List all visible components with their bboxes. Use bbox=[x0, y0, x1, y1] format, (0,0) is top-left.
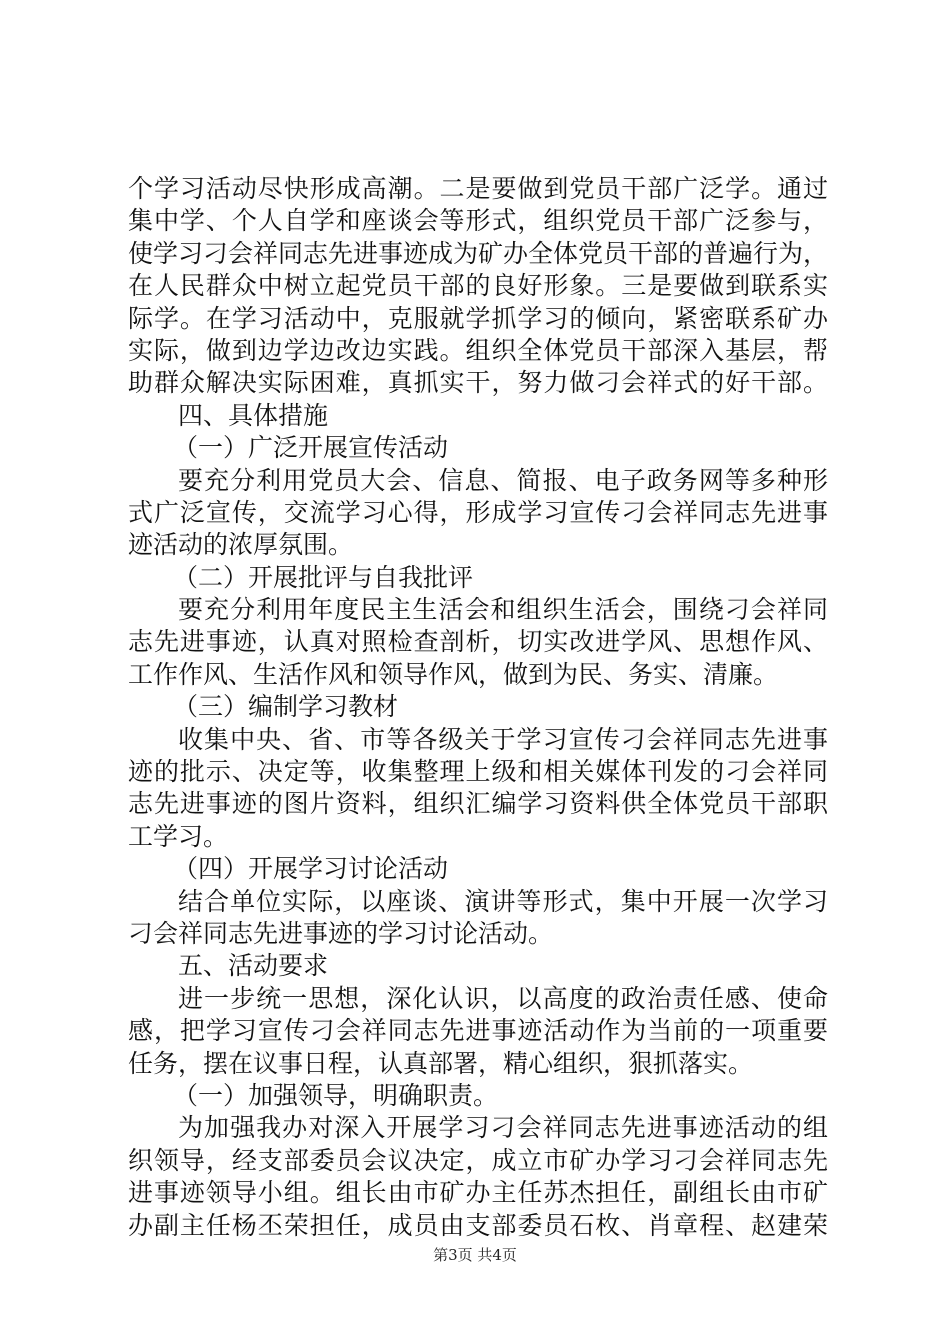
paragraph-line: 任务，摆在议事日程，认真部署，精心组织，狠抓落实。 bbox=[128, 1048, 754, 1078]
paragraph-line: 要充分利用党员大会、信息、简报、电子政务网等多种形 bbox=[178, 465, 828, 495]
paragraph-line: 为加强我办对深入开展学习刁会祥同志先进事迹活动的组 bbox=[178, 1113, 828, 1143]
paragraph-line: 际学。在学习活动中，克服就学抓学习的倾向，紧密联系矿办 bbox=[128, 303, 828, 333]
paragraph-line: 收集中央、省、市等各级关于学习宣传刁会祥同志先进事 bbox=[178, 724, 828, 754]
paragraph-line: 集中学、个人自学和座谈会等形式，组织党员干部广泛参与， bbox=[128, 206, 828, 236]
section-heading: 五、活动要求 bbox=[178, 951, 329, 981]
paragraph-line: 进一步统一思想，深化认识，以高度的政治责任感、使命 bbox=[178, 983, 828, 1013]
document-body bbox=[128, 173, 828, 1242]
paragraph-line: 进事迹领导小组。组长由市矿办主任苏杰担任，副组长由市矿 bbox=[128, 1178, 828, 1208]
paragraph-line: 志先进事迹，认真对照检查剖析，切实改进学风、思想作风、 bbox=[128, 627, 828, 657]
paragraph-line: 刁会祥同志先进事迹的学习讨论活动。 bbox=[128, 918, 554, 948]
paragraph-line: 工作作风、生活作风和领导作风，做到为民、务实、清廉。 bbox=[128, 659, 779, 689]
paragraph-line: 助群众解决实际困难，真抓实干，努力做刁会祥式的好干部。 bbox=[128, 368, 828, 398]
page-number-footer: 第3页 共4页 bbox=[433, 1246, 517, 1264]
paragraph-line: 办副主任杨丕荣担任，成员由支部委员石枚、肖章程、赵建荣 bbox=[128, 1210, 828, 1240]
subsection-heading: （二）开展批评与自我批评 bbox=[173, 562, 474, 592]
subsection-heading: （三）编制学习教材 bbox=[173, 692, 399, 722]
subsection-heading: （一）广泛开展宣传活动 bbox=[173, 433, 449, 463]
paragraph-line: 使学习刁会祥同志先进事迹成为矿办全体党员干部的普遍行为， bbox=[128, 238, 829, 268]
paragraph-line: 个学习活动尽快形成高潮。二是要做到党员干部广泛学。通过 bbox=[128, 174, 828, 203]
paragraph-line: 实际，做到边学边改边实践。组织全体党员干部深入基层，帮 bbox=[128, 335, 828, 365]
subsection-heading: （一）加强领导，明确职责。 bbox=[173, 1080, 499, 1110]
paragraph-line: 要充分利用年度民主生活会和组织生活会，围绕刁会祥同 bbox=[178, 595, 828, 625]
paragraph-line: 迹的批示、决定等，收集整理上级和相关媒体刊发的刁会祥同 bbox=[128, 757, 828, 787]
paragraph-line: 工学习。 bbox=[128, 821, 229, 851]
subsection-heading: （四）开展学习讨论活动 bbox=[173, 854, 449, 884]
paragraph-line: 迹活动的浓厚氛围。 bbox=[128, 530, 354, 560]
paragraph-line: 在人民群众中树立起党员干部的良好形象。三是要做到联系实 bbox=[128, 271, 828, 301]
paragraph-line: 志先进事迹的图片资料，组织汇编学习资料供全体党员干部职 bbox=[128, 789, 828, 819]
paragraph-line: 织领导，经支部委员会议决定，成立市矿办学习刁会祥同志先 bbox=[128, 1145, 828, 1175]
section-heading: 四、具体措施 bbox=[178, 400, 329, 430]
paragraph-line: 结合单位实际，以座谈、演讲等形式，集中开展一次学习 bbox=[178, 886, 828, 916]
paragraph-line: 感，把学习宣传刁会祥同志先进事迹活动作为当前的一项重要 bbox=[128, 1016, 828, 1046]
paragraph-line: 式广泛宣传，交流学习心得，形成学习宣传刁会祥同志先进事 bbox=[128, 497, 828, 527]
